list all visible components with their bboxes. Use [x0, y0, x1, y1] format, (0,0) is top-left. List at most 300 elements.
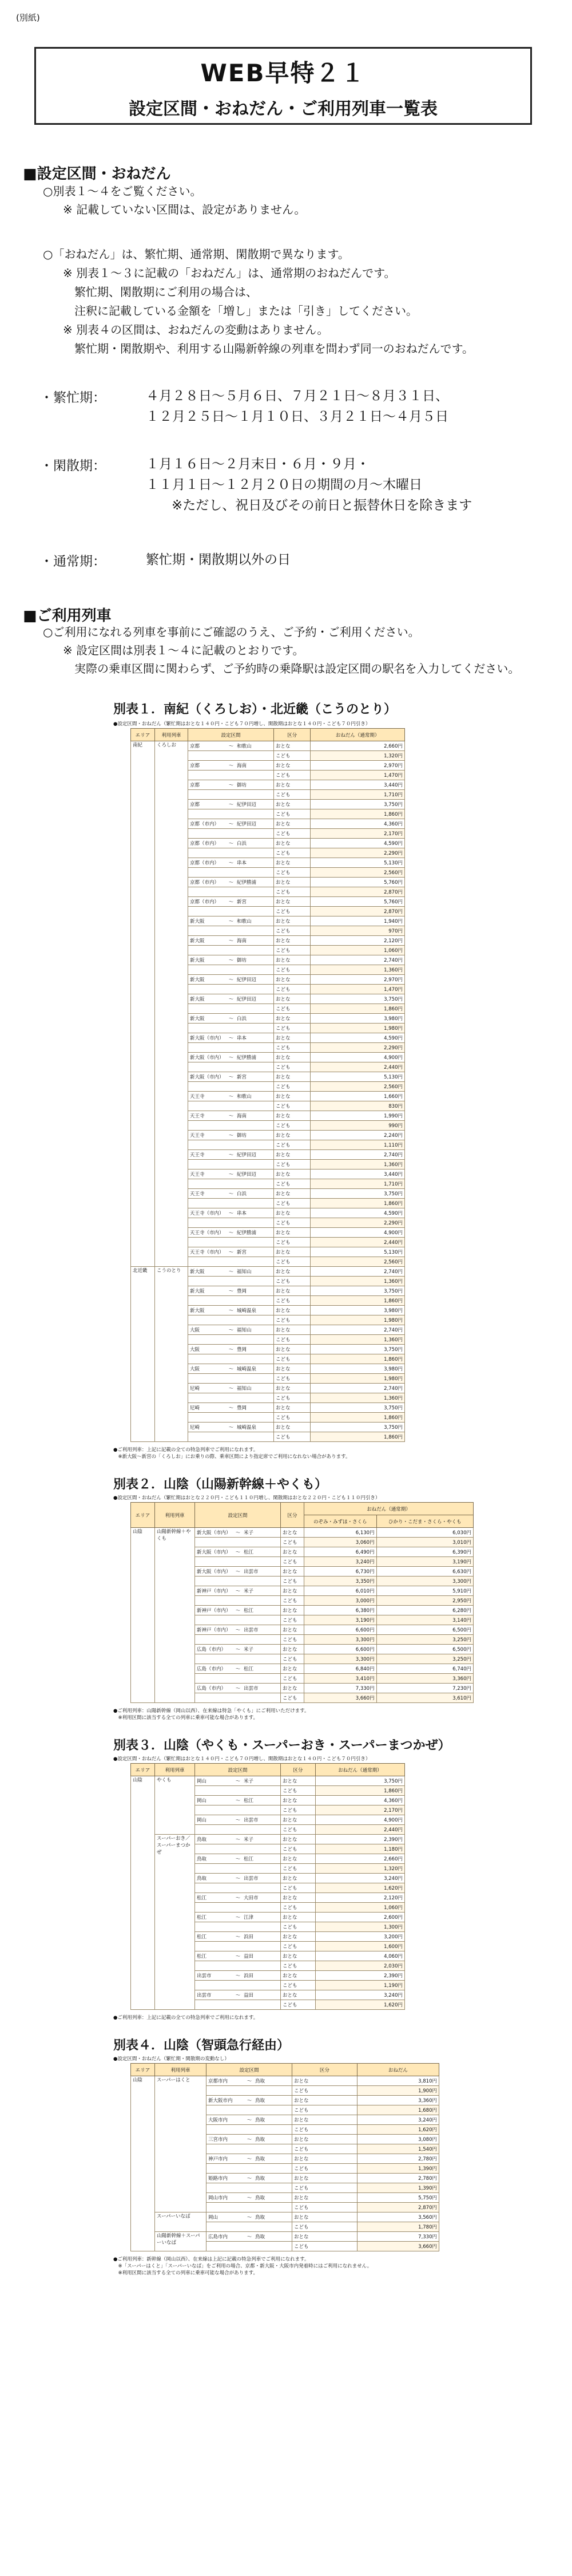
- route-cell: [188, 1101, 274, 1111]
- destination-station: 紀伊田辺: [237, 997, 257, 1002]
- passenger-type: こども: [274, 1082, 311, 1092]
- fare-value: 6,730円: [304, 1567, 376, 1577]
- passenger-type: こども: [274, 771, 311, 780]
- route-cell: [195, 1874, 281, 1883]
- passenger-type: おとな: [274, 1014, 311, 1024]
- route-cell: [188, 1325, 274, 1335]
- route-cell: [188, 1014, 274, 1024]
- route-cell: [195, 1674, 281, 1684]
- origin-station: 新大阪: [190, 997, 205, 1002]
- origin-station: 新神戸（市内）: [197, 1589, 231, 1594]
- route-tilde: ～: [228, 1016, 234, 1022]
- passenger-type: おとな: [292, 2115, 357, 2125]
- passenger-type: おとな: [274, 1423, 311, 1432]
- passenger-type: おとな: [274, 1208, 311, 1218]
- destination-station: 御坊: [237, 1133, 247, 1139]
- passenger-type: こども: [281, 2000, 316, 2010]
- fare-value: 3,610円: [376, 1693, 473, 1703]
- route-cell: [188, 1082, 274, 1092]
- fare-value: 2,290円: [311, 1218, 405, 1228]
- fare-value: 1,980円: [311, 1024, 405, 1033]
- fare-value: 1,660円: [311, 1092, 405, 1101]
- route-cell: [195, 1786, 281, 1796]
- footnote: ●ご利用列車：新幹線（岡山以西）、在来線は上記に記載の特急列車でご利用になれます。: [113, 2257, 309, 2262]
- passenger-type: おとな: [281, 1990, 316, 2000]
- route-cell: [195, 1606, 281, 1615]
- route-cell: [206, 2183, 292, 2193]
- fare-table-1: [130, 728, 405, 1442]
- footnote: ※「スーパーはくと」「スーパーいなば」をご利用の場合、京都・新大阪・大阪市内発着時にはご利用になれません。: [113, 2263, 372, 2269]
- passenger-type: おとな: [274, 1150, 311, 1160]
- fare-value: 3,440円: [311, 1170, 405, 1179]
- origin-station: 新大阪: [190, 958, 205, 963]
- passenger-type: こども: [274, 887, 311, 897]
- route-cell: [188, 1354, 274, 1364]
- off-period-line: １１月１日～１２月２０日の期間の月～木曜日: [146, 477, 422, 492]
- origin-station: 京都: [190, 802, 200, 808]
- fare-value: 2,870円: [311, 907, 405, 916]
- column-header: エリア: [131, 729, 155, 741]
- route-cell: [188, 1033, 274, 1043]
- route-tilde: ～: [228, 1366, 234, 1372]
- origin-station: 新大阪: [190, 919, 205, 924]
- train-cell: くろしお: [155, 741, 188, 1267]
- column-header: 設定区間: [188, 729, 274, 741]
- route-tilde: ～: [235, 1530, 241, 1536]
- route-cell: [195, 1971, 281, 1981]
- fare-value: 2,290円: [311, 848, 405, 858]
- table1-heading: 別表１．南紀（くろしお）・北近畿（こうのとり）: [113, 702, 397, 717]
- section1-line: ※ 別表１～３に記載の「おねだん」は、通常期のおねだんです。: [63, 266, 396, 280]
- route-tilde: ～: [247, 2176, 252, 2182]
- destination-station: 鳥取: [255, 2098, 265, 2104]
- passenger-type: こども: [274, 985, 311, 994]
- passenger-type: こども: [274, 926, 311, 936]
- route-cell: [188, 1345, 274, 1354]
- fare-value: 3,350円: [304, 1577, 376, 1586]
- route-cell: [195, 1903, 281, 1913]
- route-tilde: ～: [228, 1211, 234, 1216]
- origin-station: 新大阪（市内）: [190, 1055, 224, 1061]
- fare-value: 4,360円: [311, 819, 405, 829]
- passenger-type: こども: [292, 2164, 357, 2174]
- fare-value: 3,000円: [304, 1596, 376, 1606]
- destination-station: 紀伊田辺: [237, 821, 257, 827]
- route-cell: [195, 1557, 281, 1567]
- destination-station: 豊岡: [237, 1405, 247, 1411]
- route-tilde: ～: [235, 1569, 241, 1575]
- route-tilde: ～: [228, 1250, 234, 1255]
- route-tilde: ～: [228, 1191, 234, 1197]
- route-cell: [188, 1238, 274, 1247]
- route-tilde: ～: [228, 821, 234, 827]
- route-cell: [188, 1170, 274, 1179]
- table1-note: ●設定区間・おねだん（繁忙期はおとな１４０円・こども７０円増し、閑散期はおとな１４０円・こども７０円引き）: [113, 721, 371, 727]
- passenger-type: おとな: [274, 936, 311, 946]
- route-cell: [206, 2203, 292, 2212]
- passenger-type: こども: [281, 1635, 304, 1645]
- fare-value: 3,410円: [304, 1674, 376, 1684]
- route-tilde: ～: [235, 1993, 241, 1998]
- fare-value: 1,900円: [357, 2086, 439, 2096]
- passenger-type: こども: [281, 1577, 304, 1586]
- passenger-type: おとな: [292, 2174, 357, 2183]
- fare-value: 1,860円: [315, 1786, 404, 1796]
- origin-station: 松江: [197, 1934, 207, 1940]
- passenger-type: おとな: [281, 1606, 304, 1615]
- origin-station: 尼崎: [190, 1425, 200, 1431]
- route-tilde: ～: [228, 1152, 234, 1158]
- normal-period-line: 繁忙期・閑散期以外の日: [146, 552, 291, 567]
- destination-station: 米子: [244, 1530, 254, 1536]
- origin-station: 新大阪: [190, 1308, 205, 1314]
- route-cell: [188, 965, 274, 975]
- destination-station: 松江: [244, 1798, 254, 1804]
- route-cell: [206, 2076, 292, 2086]
- route-cell: [195, 1815, 281, 1825]
- fare-value: 3,360円: [357, 2096, 439, 2105]
- passenger-type: こども: [281, 1596, 304, 1606]
- passenger-type: おとな: [281, 1893, 316, 1903]
- fare-value: 1,620円: [315, 1883, 404, 1893]
- section1-line: 繁忙期・閑散期や、利用する山陽新幹線の列車を問わず同一のおねだんです。: [74, 342, 474, 355]
- fare-value: 2,170円: [311, 829, 405, 839]
- fare-value: 1,470円: [311, 771, 405, 780]
- destination-station: 串本: [237, 1211, 247, 1216]
- route-cell: [188, 955, 274, 965]
- route-cell: [188, 1296, 274, 1306]
- route-cell: [188, 800, 274, 809]
- fare-value: 1,360円: [311, 1277, 405, 1286]
- fare-value: 2,560円: [311, 1257, 405, 1267]
- origin-station: 天王寺: [190, 1172, 205, 1178]
- fare-value: 2,170円: [315, 1805, 404, 1815]
- fare-value: 3,660円: [304, 1693, 376, 1703]
- destination-station: 出雲市: [244, 1569, 259, 1575]
- route-tilde: ～: [228, 1172, 234, 1178]
- fare-value: 5,130円: [311, 1247, 405, 1257]
- route-cell: [188, 1374, 274, 1384]
- fare-value: 1,980円: [311, 1315, 405, 1325]
- route-cell: [195, 1932, 281, 1942]
- fare-value: 3,360円: [376, 1674, 473, 1684]
- fare-value: 830円: [311, 1101, 405, 1111]
- route-tilde: ～: [247, 2098, 252, 2104]
- fare-value: 3,300円: [304, 1654, 376, 1664]
- fare-value: 1,360円: [311, 965, 405, 975]
- fare-value: 7,330円: [304, 1684, 376, 1693]
- route-cell: [195, 1961, 281, 1971]
- origin-station: 大阪: [190, 1327, 200, 1333]
- origin-station: 広島市内: [208, 2234, 228, 2240]
- column-header: 設定区間: [195, 1503, 281, 1528]
- destination-station: 和歌山: [237, 744, 252, 749]
- fare-value: 3,190円: [376, 1557, 473, 1567]
- route-tilde: ～: [228, 977, 234, 983]
- passenger-type: おとな: [292, 2193, 357, 2203]
- destination-station: 鳥取: [255, 2215, 265, 2221]
- destination-station: 鳥取: [255, 2176, 265, 2182]
- passenger-type: おとな: [281, 1971, 316, 1981]
- destination-station: 松江: [244, 1550, 254, 1555]
- route-tilde: ～: [228, 1289, 234, 1294]
- area-cell: 山陰: [131, 2076, 155, 2251]
- route-tilde: ～: [228, 744, 234, 749]
- area-cell: 北近畿: [131, 1267, 155, 1442]
- passenger-type: こども: [292, 2125, 357, 2135]
- passenger-type: おとな: [274, 1131, 311, 1140]
- destination-station: 浜田: [244, 1973, 254, 1979]
- footnote: ※新大阪〜新宮の「くろしお」にお乗りの際、乗車区間により指定席でご利用になれない場合があります。: [113, 1453, 351, 1460]
- origin-station: 天王寺: [190, 1191, 205, 1197]
- fare-value: 3,980円: [311, 1014, 405, 1024]
- fare-value: 1,390円: [357, 2164, 439, 2174]
- route-cell: [206, 2115, 292, 2125]
- column-header: おねだん（通常期）: [311, 729, 405, 741]
- origin-station: 出雲市: [197, 1973, 212, 1979]
- origin-station: 天王寺: [190, 1133, 205, 1139]
- origin-station: 新神戸（市内）: [197, 1627, 231, 1633]
- passenger-type: おとな: [274, 1247, 311, 1257]
- fare-value: 3,750円: [311, 1286, 405, 1296]
- route-cell: [188, 868, 274, 878]
- route-tilde: ～: [235, 1608, 241, 1614]
- passenger-type: こども: [281, 1805, 316, 1815]
- route-cell: [195, 1538, 281, 1547]
- destination-station: 江津: [244, 1915, 254, 1921]
- destination-station: 鳥取: [255, 2137, 265, 2143]
- fare-value: 3,010円: [376, 1538, 473, 1547]
- column-header: 利用列車: [155, 2064, 206, 2076]
- passenger-type: こども: [281, 1903, 316, 1913]
- origin-station: 三宮市内: [208, 2137, 228, 2143]
- passenger-type: おとな: [274, 975, 311, 985]
- passenger-type: おとな: [274, 1384, 311, 1393]
- table3-note: ●設定区間・おねだん（繁忙期はおとな１４０円・こども７０円増し、閑散期はおとな１４０円・こども７０円引き）: [113, 1756, 371, 1762]
- route-tilde: ～: [247, 2117, 252, 2123]
- route-cell: [188, 1199, 274, 1208]
- passenger-type: こども: [274, 1218, 311, 1228]
- destination-station: 米子: [244, 1837, 254, 1843]
- fare-value: 4,590円: [311, 1033, 405, 1043]
- route-tilde: ～: [228, 763, 234, 769]
- route-tilde: ～: [235, 1686, 241, 1692]
- route-tilde: ～: [228, 958, 234, 963]
- route-cell: [195, 1567, 281, 1577]
- passenger-type: こども: [281, 1844, 316, 1854]
- column-header: 設定区間: [195, 1764, 281, 1776]
- passenger-type: おとな: [281, 1932, 316, 1942]
- route-tilde: ～: [235, 1856, 241, 1862]
- passenger-type: おとな: [281, 1796, 316, 1805]
- route-cell: [188, 936, 274, 946]
- column-header: 区分: [281, 1764, 316, 1776]
- route-tilde: ～: [228, 1347, 234, 1353]
- passenger-type: こども: [274, 1199, 311, 1208]
- origin-station: 天王寺: [190, 1113, 205, 1119]
- passenger-type: こども: [274, 1393, 311, 1403]
- destination-station: 紀伊田辺: [237, 977, 257, 983]
- fare-value: 1,710円: [311, 790, 405, 800]
- route-cell: [188, 1111, 274, 1121]
- origin-station: 広島（市内）: [197, 1686, 227, 1692]
- fare-value: 3,200円: [315, 1932, 404, 1942]
- table-row: [131, 741, 405, 751]
- fare-value: 1,470円: [311, 985, 405, 994]
- passenger-type: おとな: [292, 2212, 357, 2222]
- route-cell: [195, 1942, 281, 1951]
- origin-station: 松江: [197, 1954, 207, 1959]
- fare-value: 4,900円: [311, 1228, 405, 1238]
- route-tilde: ～: [228, 783, 234, 788]
- route-cell: [188, 741, 274, 751]
- route-cell: [195, 1981, 281, 1990]
- off-period-label: ・閑散期：: [40, 459, 106, 473]
- route-cell: [195, 1615, 281, 1625]
- route-cell: [206, 2174, 292, 2183]
- train-cell: やくも: [155, 1776, 195, 1835]
- fare-value: 3,250円: [376, 1654, 473, 1664]
- fare-value: 3,300円: [376, 1577, 473, 1586]
- column-header: おねだん: [357, 2064, 439, 2076]
- fare-value: 6,630円: [376, 1567, 473, 1577]
- origin-station: 京都: [190, 744, 200, 749]
- fare-value: 6,010円: [304, 1586, 376, 1596]
- fare-value: 5,130円: [311, 858, 405, 868]
- passenger-type: こども: [281, 1981, 316, 1990]
- passenger-type: おとな: [274, 1189, 311, 1199]
- passenger-type: こども: [274, 848, 311, 858]
- origin-station: 鳥取: [197, 1856, 207, 1862]
- fare-value: 990円: [311, 1121, 405, 1131]
- route-cell: [195, 1990, 281, 2000]
- passenger-type: こども: [274, 1160, 311, 1170]
- destination-station: 白浜: [237, 841, 247, 847]
- busy-period-line: １２月２５日～１月１０日、３月２１日～４月５日: [146, 409, 448, 424]
- route-tilde: ～: [228, 1405, 234, 1411]
- fare-value: 3,240円: [304, 1557, 376, 1567]
- fare-value: 3,750円: [315, 1776, 404, 1786]
- route-cell: [188, 1150, 274, 1160]
- passenger-type: おとな: [274, 819, 311, 829]
- destination-station: 新宮: [237, 1250, 247, 1255]
- route-cell: [195, 1825, 281, 1835]
- origin-station: 新大阪（市内）: [197, 1530, 231, 1536]
- passenger-type: こども: [292, 2242, 357, 2251]
- route-cell: [188, 780, 274, 790]
- route-cell: [188, 985, 274, 994]
- fare-value: 1,390円: [357, 2183, 439, 2193]
- passenger-type: こども: [281, 1883, 316, 1893]
- fare-value: 4,900円: [311, 1053, 405, 1062]
- route-tilde: ～: [235, 1589, 241, 1594]
- passenger-type: こども: [274, 1432, 311, 1442]
- route-tilde: ～: [228, 1074, 234, 1080]
- route-cell: [188, 926, 274, 936]
- passenger-type: おとな: [274, 1403, 311, 1413]
- passenger-type: こども: [274, 1101, 311, 1111]
- origin-station: 松江: [197, 1895, 207, 1901]
- fare-value: 7,330円: [357, 2232, 439, 2242]
- route-tilde: ～: [228, 899, 234, 905]
- route-cell: [188, 1179, 274, 1189]
- route-cell: [188, 946, 274, 955]
- passenger-type: おとな: [274, 1325, 311, 1335]
- fare-value: 5,130円: [311, 1072, 405, 1082]
- fare-table-3: [130, 1763, 405, 2010]
- route-cell: [188, 1247, 274, 1257]
- fare-value: 6,500円: [376, 1625, 473, 1635]
- route-cell: [195, 1805, 281, 1815]
- passenger-type: こども: [281, 1557, 304, 1567]
- passenger-type: おとな: [281, 1586, 304, 1596]
- origin-station: 新大阪（市内）: [190, 1074, 224, 1080]
- passenger-type: おとな: [274, 1267, 311, 1277]
- table-row: [131, 1528, 474, 1538]
- passenger-type: おとな: [292, 2232, 357, 2242]
- route-tilde: ～: [235, 1779, 241, 1784]
- route-cell: [188, 1267, 274, 1277]
- route-cell: [188, 848, 274, 858]
- fare-value: 1,300円: [315, 1922, 404, 1932]
- fare-value: 1,680円: [357, 2105, 439, 2115]
- passenger-type: こども: [274, 1374, 311, 1384]
- fare-value: 1,360円: [311, 1335, 405, 1345]
- area-cell: 南紀: [131, 741, 155, 1267]
- route-cell: [188, 771, 274, 780]
- normal-period-label: ・通常期：: [40, 554, 106, 569]
- passenger-type: おとな: [292, 2135, 357, 2144]
- fare-value: 2,740円: [311, 1150, 405, 1160]
- origin-station: 京都: [190, 783, 200, 788]
- route-tilde: ～: [228, 1113, 234, 1119]
- route-cell: [195, 1684, 281, 1693]
- route-cell: [188, 878, 274, 887]
- route-cell: [188, 1228, 274, 1238]
- table2-footnotes: [113, 1708, 309, 1722]
- fare-value: 2,780円: [357, 2174, 439, 2183]
- passenger-type: おとな: [281, 1951, 316, 1961]
- passenger-type: おとな: [292, 2076, 357, 2086]
- page-title: WEB早特２１: [200, 59, 366, 87]
- fare-value: 3,060円: [304, 1538, 376, 1547]
- passenger-type: おとな: [274, 800, 311, 809]
- passenger-type: こども: [292, 2086, 357, 2096]
- fare-value: 2,950円: [376, 1596, 473, 1606]
- route-tilde: ～: [235, 1973, 241, 1979]
- passenger-type: こども: [281, 1538, 304, 1547]
- fare-value: 1,180円: [315, 1844, 404, 1854]
- passenger-type: こども: [274, 751, 311, 761]
- route-cell: [206, 2232, 292, 2242]
- fare-value: 2,560円: [311, 1082, 405, 1092]
- passenger-type: こども: [274, 1296, 311, 1306]
- fare-value: 6,280円: [376, 1606, 473, 1615]
- destination-station: 紀伊勝浦: [237, 1055, 257, 1061]
- fare-value: 3,440円: [311, 780, 405, 790]
- section1-line: ※ 記載していない区間は、設定がありません。: [63, 203, 306, 216]
- destination-station: 海南: [237, 938, 247, 944]
- footnote: ※利用区間に該当する全ての列車に乗車可能な場合があります。: [113, 1714, 258, 1721]
- fare-value: 3,080円: [357, 2135, 439, 2144]
- fare-value: 3,750円: [311, 1345, 405, 1354]
- passenger-type: こども: [281, 1693, 304, 1703]
- column-header: 利用列車: [155, 729, 188, 741]
- passenger-type: こども: [274, 829, 311, 839]
- destination-station: 福知山: [237, 1327, 252, 1333]
- fare-table-4: [130, 2063, 439, 2251]
- route-cell: [188, 761, 274, 771]
